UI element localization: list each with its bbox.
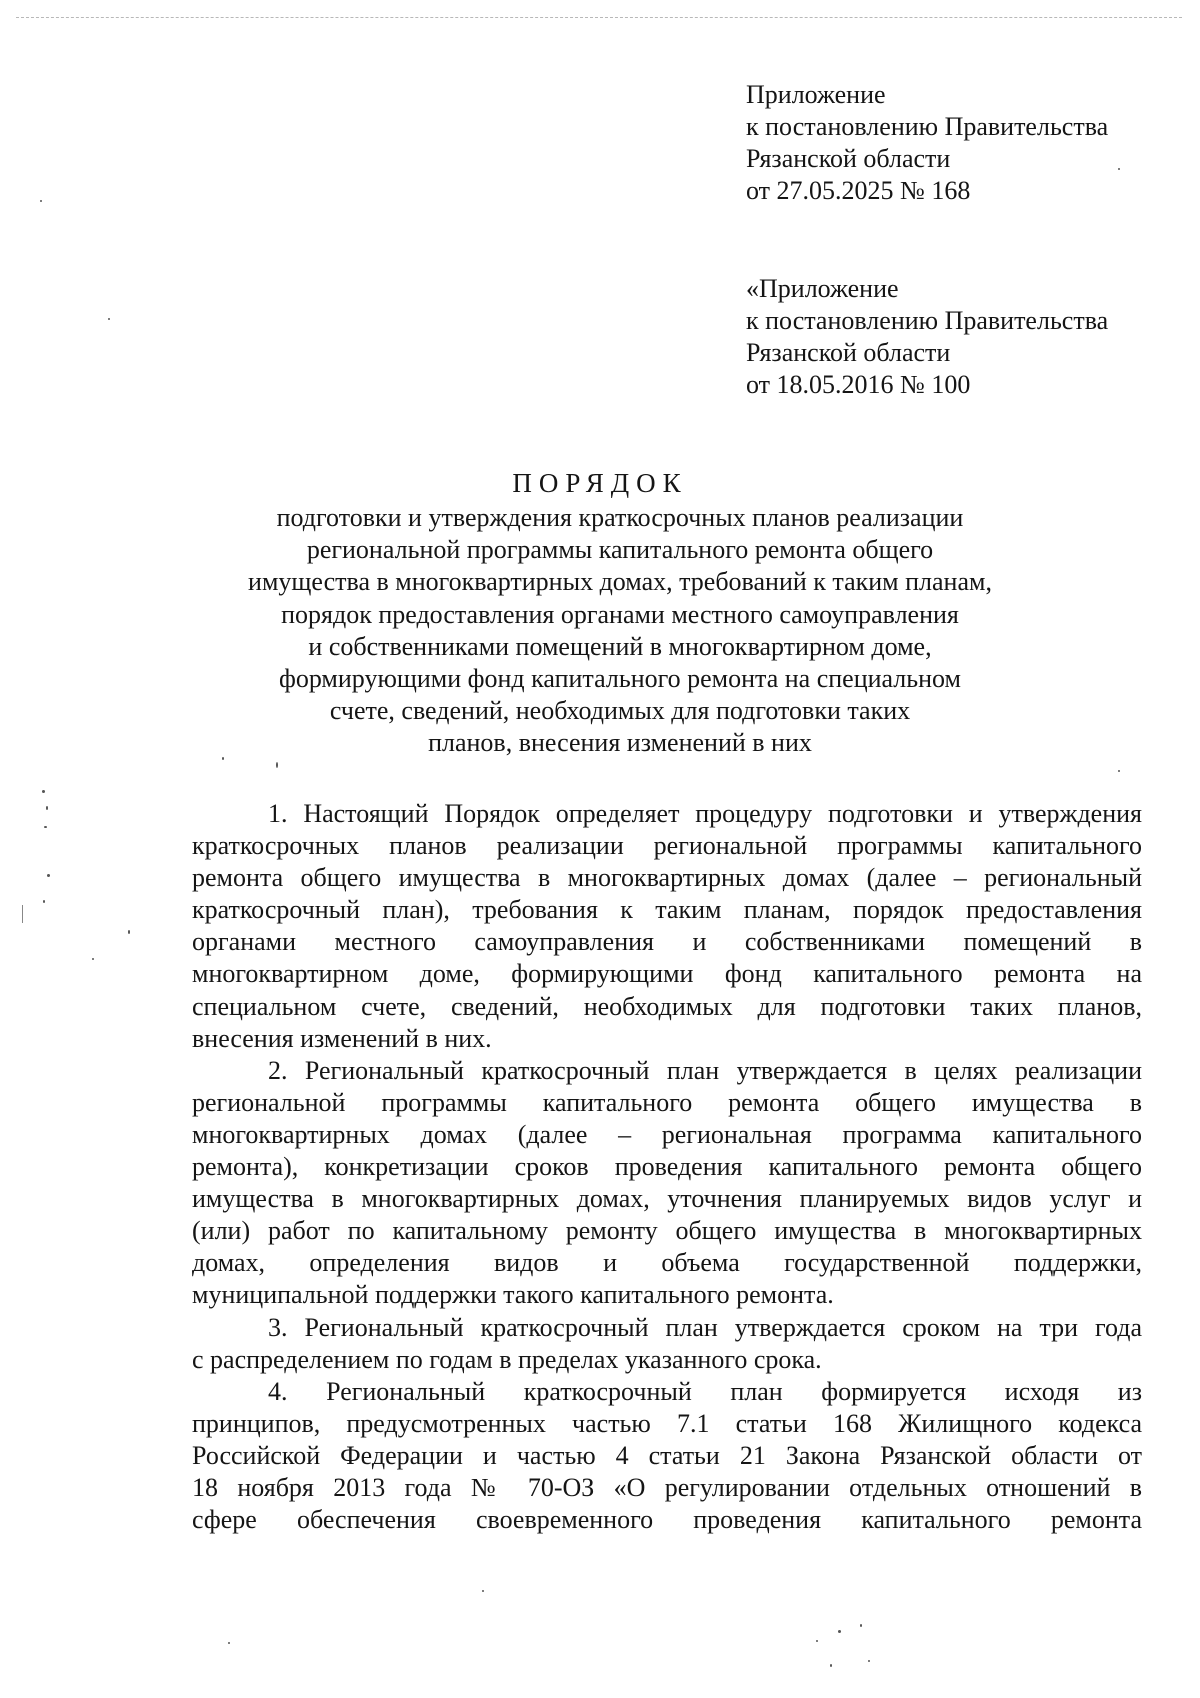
- scan-speck: [43, 900, 45, 903]
- body-line: 3. Региональный краткосрочный план утверждается сроком на три года: [268, 1312, 1142, 1342]
- scan-speck: [46, 806, 48, 810]
- scan-speck: [42, 790, 45, 793]
- scan-speck: [482, 1590, 484, 1592]
- document-subtitle: [180, 502, 1060, 760]
- body-line: с распределением по годам в пределах указанного срока.: [192, 1344, 822, 1374]
- attachment-current-line: Приложение: [746, 80, 886, 109]
- scan-speck: [128, 930, 130, 934]
- attachment-original-line: от 18.05.2016 № 100: [746, 370, 971, 399]
- body-line: (или) работ по капитальному ремонту общего имущества в многоквартирных: [192, 1216, 1142, 1246]
- body-line: внесения изменений в них.: [192, 1023, 492, 1053]
- body-line: специальном счете, сведений, необходимых для подготовки таких планов,: [192, 991, 1142, 1021]
- subtitle-line: порядок предоставления органами местного самоуправления: [281, 599, 959, 629]
- attachment-current-block: [746, 79, 1108, 207]
- scan-speck: [276, 762, 278, 768]
- body-line: многоквартирных домах (далее – региональная программа капитального: [192, 1119, 1142, 1149]
- scan-speck: [222, 757, 224, 760]
- attachment-current-line: от 27.05.2025 № 168: [746, 176, 971, 205]
- scan-speck: [830, 1664, 832, 1667]
- body-line: домах, определения видов и объема государственной поддержки,: [192, 1248, 1142, 1278]
- subtitle-line: региональной программы капитального ремонта общего: [306, 535, 934, 565]
- subtitle-line: подготовки и утверждения краткосрочных планов реализации: [276, 503, 964, 532]
- body-line: краткосрочный план), требования к таким планам, порядок предоставления: [192, 895, 1142, 925]
- scan-speck: [1118, 770, 1120, 772]
- scan-speck: [47, 874, 50, 877]
- scan-speck: [838, 1630, 841, 1633]
- attachment-current-line: Рязанской области: [746, 144, 951, 173]
- body-line: 4. Региональный краткосрочный план формируется исходя из: [268, 1376, 1142, 1406]
- subtitle-line: формирующими фонд капитального ремонта на специальном: [278, 664, 962, 694]
- subtitle-line: имущества в многоквартирных домах, требований к таким планам,: [248, 567, 992, 597]
- scan-speck: [816, 1640, 818, 1642]
- body-line: сфере обеспечения своевременного проведения капитального ремонта: [192, 1505, 1142, 1535]
- body-line: многоквартирном доме, формирующими фонд капитального ремонта на: [192, 959, 1142, 989]
- attachment-current-line: к постановлению Правительства: [746, 112, 1109, 141]
- body-line: 18 ноября 2013 года № 70-ОЗ «О регулировании отдельных отношений в: [192, 1472, 1142, 1502]
- scan-speck: [92, 958, 94, 960]
- document-title: ПОРЯДОК: [512, 468, 688, 498]
- body-line: принципов, предусмотренных частью 7.1 статьи 168 Жилищного кодекса: [192, 1408, 1142, 1438]
- scan-speck: [860, 1624, 862, 1627]
- body-line: краткосрочных планов реализации региональной программы капитального: [192, 831, 1142, 861]
- attachment-original-line: Рязанской области: [746, 338, 951, 367]
- body-line: 1. Настоящий Порядок определяет процедуру подготовки и утверждения: [268, 799, 1142, 828]
- body-line: муниципальной поддержки такого капитального ремонта.: [192, 1280, 834, 1310]
- subtitle-line: планов, внесения изменений в них: [428, 728, 812, 758]
- attachment-original-line: «Приложение: [746, 274, 899, 303]
- scan-speck: [108, 318, 110, 320]
- attachment-original-line: к постановлению Правительства: [746, 306, 1109, 335]
- body-line: ремонта общего имущества в многоквартирных домах (далее – региональный: [192, 863, 1142, 893]
- body-line: региональной программы капитального ремонта общего имущества в: [192, 1087, 1142, 1117]
- body-line: имущества в многоквартирных домах, уточнения планируемых видов услуг и: [192, 1184, 1142, 1214]
- body-line: ремонта), конкретизации сроков проведения капитального ремонта общего: [192, 1152, 1142, 1182]
- document-body: [192, 798, 1142, 1536]
- scan-speck: [44, 826, 47, 828]
- scan-speck: [228, 1642, 230, 1644]
- attachment-original-block: [746, 273, 1108, 401]
- scan-speck: [868, 1660, 870, 1662]
- scan-speck: [40, 200, 42, 202]
- body-line: 2. Региональный краткосрочный план утверждается в целях реализации: [268, 1055, 1142, 1085]
- body-line: Российской Федерации и частью 4 статьи 21 Закона Рязанской области от: [192, 1440, 1142, 1470]
- subtitle-line: и собственниками помещений в многоквартирном доме,: [308, 631, 932, 661]
- subtitle-line: счете, сведений, необходимых для подготовки таких: [329, 696, 911, 726]
- body-line: органами местного самоуправления и собственниками помещений в: [192, 927, 1142, 957]
- scan-speck: [22, 905, 23, 923]
- scan-edge-line: [16, 17, 1182, 18]
- scan-speck: [1118, 168, 1120, 170]
